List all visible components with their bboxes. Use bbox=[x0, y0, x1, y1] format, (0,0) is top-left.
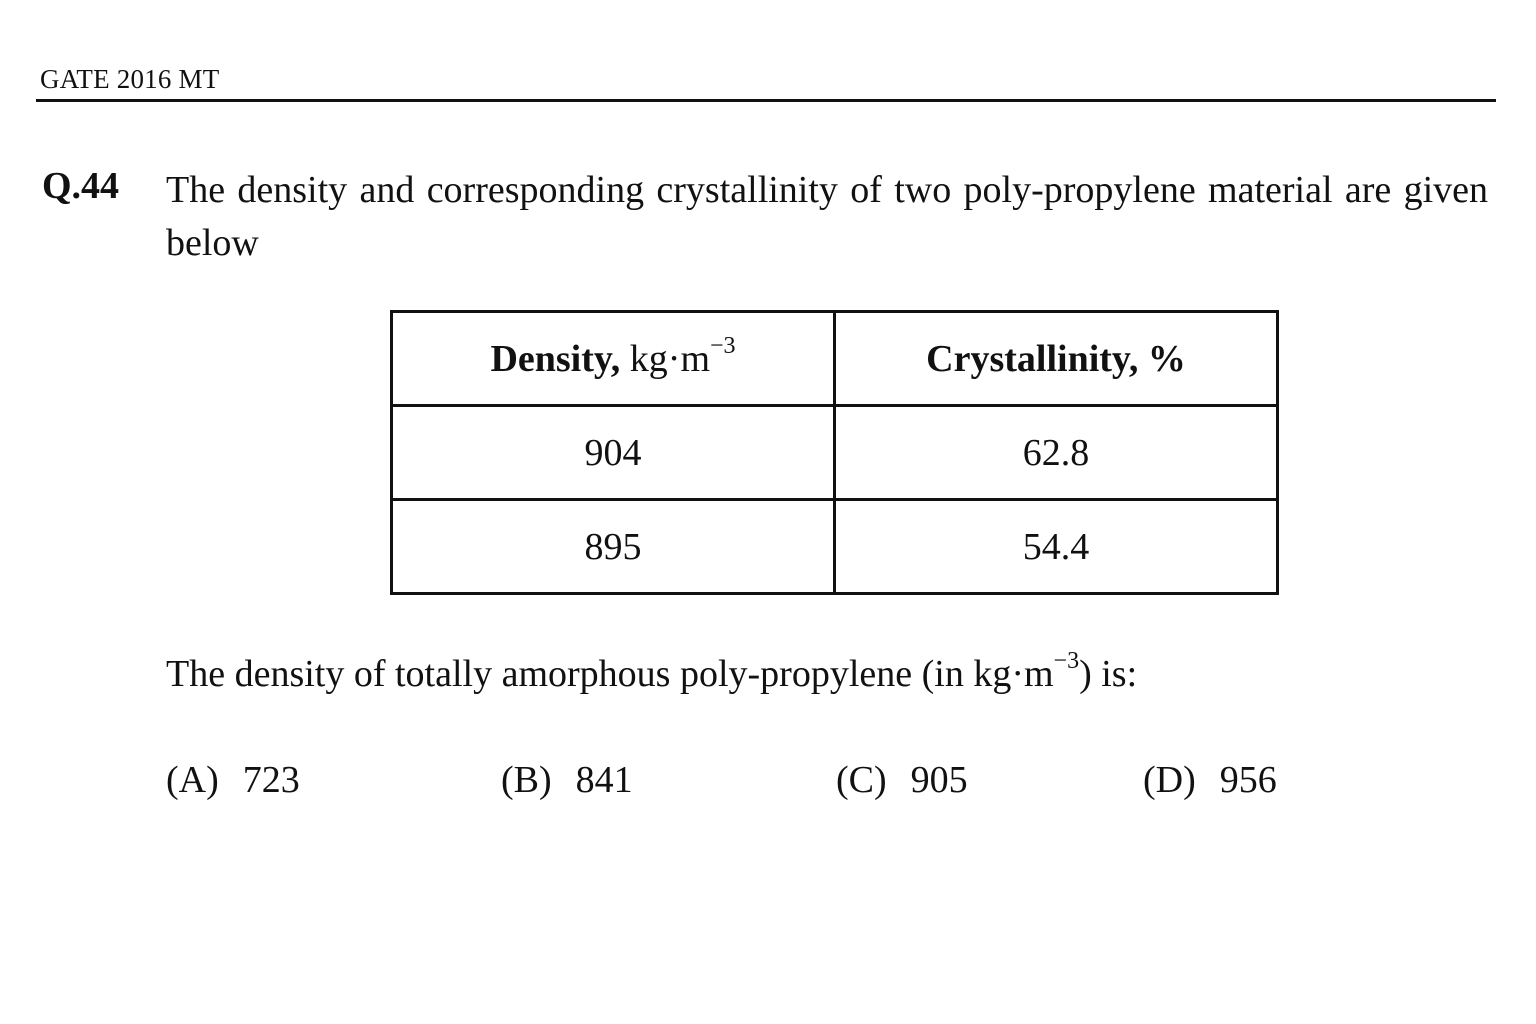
data-table bbox=[390, 310, 1279, 595]
option-value: 723 bbox=[242, 759, 300, 801]
option-label: (B) bbox=[501, 759, 552, 801]
option-c[interactable] bbox=[836, 758, 968, 802]
option-d[interactable] bbox=[1143, 758, 1277, 802]
density-cell: 895 bbox=[392, 500, 835, 594]
table-row bbox=[392, 406, 1278, 500]
density-header bbox=[392, 312, 835, 406]
option-label: (D) bbox=[1143, 759, 1196, 801]
option-label: (A) bbox=[166, 759, 219, 801]
option-value: 841 bbox=[575, 759, 633, 801]
table-row bbox=[392, 500, 1278, 594]
question-text: The density and corresponding crystallinity of two poly-propylene material are given below bbox=[166, 169, 1488, 264]
crystallinity-cell: 62.8 bbox=[835, 406, 1278, 500]
density-header-label: Density, bbox=[490, 337, 621, 380]
density-header-exponent: −3 bbox=[710, 332, 736, 359]
crystallinity-header: Crystallinity, % bbox=[835, 312, 1278, 406]
crystallinity-cell: 54.4 bbox=[835, 500, 1278, 594]
page-header: GATE 2016 MT bbox=[40, 64, 220, 94]
density-cell: 904 bbox=[392, 406, 835, 500]
option-a[interactable] bbox=[166, 758, 300, 802]
option-value: 956 bbox=[1219, 759, 1277, 801]
table-header-row bbox=[392, 312, 1278, 406]
question-number: Q.44 bbox=[42, 165, 120, 207]
prompt-text-before: The density of totally amorphous poly-propylene (in kg·m bbox=[166, 653, 1054, 695]
prompt-exponent: −3 bbox=[1053, 648, 1080, 675]
option-b[interactable] bbox=[501, 758, 633, 802]
question-prompt bbox=[166, 648, 1138, 696]
option-value: 905 bbox=[910, 759, 968, 801]
header-divider bbox=[36, 99, 1496, 102]
density-header-unit: kg·m bbox=[629, 337, 711, 380]
prompt-text-after: ) is: bbox=[1079, 653, 1138, 695]
option-label: (C) bbox=[836, 759, 887, 801]
